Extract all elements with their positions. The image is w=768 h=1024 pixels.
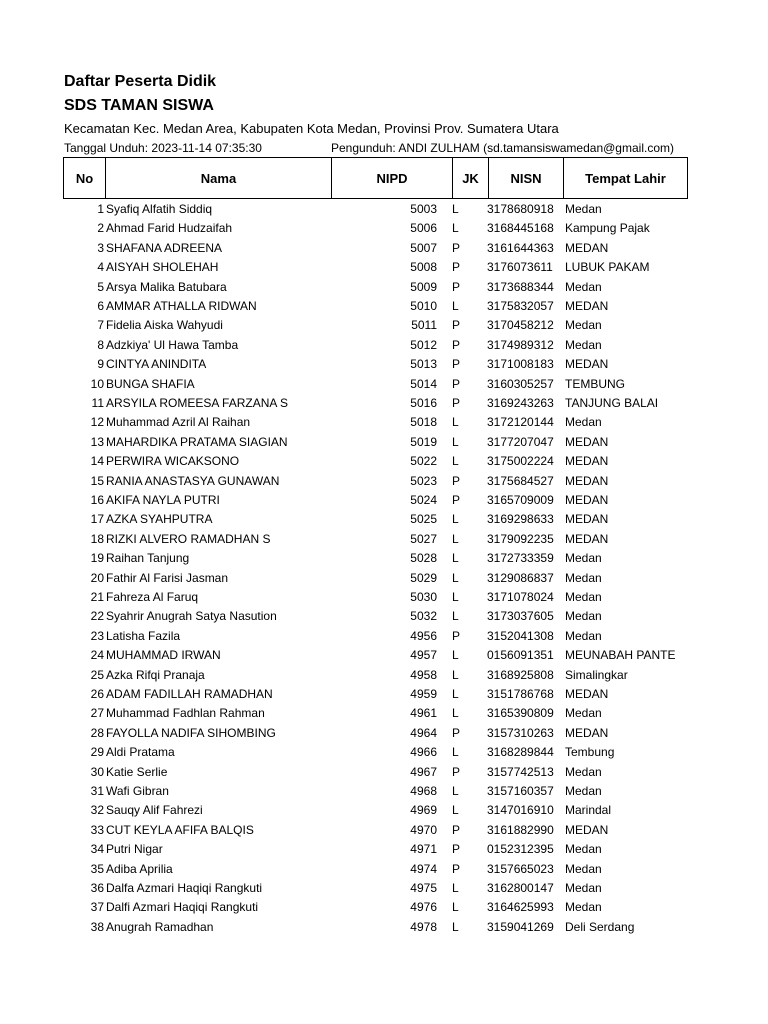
- student-nisn: 3175832057: [487, 299, 554, 313]
- student-name: RIZKI ALVERO RAMADHAN S: [106, 531, 271, 546]
- row-number: 16: [90, 493, 104, 507]
- student-birthplace: Medan: [565, 900, 602, 915]
- student-name: ADAM FADILLAH RAMADHAN: [106, 687, 273, 701]
- student-birthplace: Medan: [565, 784, 602, 798]
- student-name: Dalfa Azmari Haqiqi Rangkuti: [106, 881, 263, 895]
- student-nisn: 3168289844: [487, 745, 554, 760]
- student-nipd: 4971: [410, 842, 437, 857]
- row-number: 22: [90, 609, 104, 624]
- student-name: Putri Nigar: [106, 842, 163, 857]
- student-name: RANIA ANASTASYA GUNAWAN: [106, 473, 280, 488]
- student-birthplace: MEDAN: [565, 822, 609, 837]
- row-number: 2: [97, 221, 104, 236]
- student-gender: P: [452, 861, 461, 876]
- student-gender: P: [452, 822, 461, 837]
- column-header-nisn: NISN: [489, 158, 564, 199]
- student-gender: P: [452, 493, 461, 507]
- student-nisn: 3170458212: [487, 318, 554, 333]
- row-number: 28: [90, 725, 104, 740]
- student-gender: P: [452, 396, 461, 410]
- student-nipd: 5028: [410, 551, 437, 566]
- student-nipd: 5014: [410, 376, 437, 391]
- student-nisn: 3171078024: [487, 590, 554, 604]
- student-nisn: 3176073611: [487, 260, 553, 275]
- student-nisn: 3159041269: [487, 919, 554, 934]
- student-nipd: 4975: [410, 881, 437, 895]
- row-number: 8: [97, 337, 104, 352]
- row-number: 32: [90, 803, 104, 818]
- student-nisn: 3157742513: [487, 764, 554, 779]
- student-nisn: 3172733359: [487, 551, 554, 566]
- student-gender: L: [452, 454, 459, 469]
- student-gender: L: [452, 512, 459, 527]
- student-birthplace: Medan: [565, 337, 602, 352]
- student-birthplace: MEDAN: [565, 357, 609, 372]
- student-nipd: 5010: [410, 299, 437, 313]
- student-nipd: 5016: [410, 396, 437, 410]
- row-number: 13: [90, 434, 104, 449]
- student-name: Syafiq Alfatih Siddiq: [106, 202, 213, 216]
- student-gender: L: [452, 648, 459, 663]
- student-nipd: 5018: [410, 415, 437, 430]
- student-name: MAHARDIKA PRATAMA SIAGIAN: [106, 434, 288, 449]
- student-birthplace: MEDAN: [565, 299, 609, 313]
- student-name: Wafi Gibran: [106, 784, 169, 798]
- student-nipd: 4967: [410, 764, 437, 779]
- row-number: 14: [90, 454, 104, 469]
- student-name: Azka Rifqi Pranaja: [106, 667, 205, 682]
- row-number: 27: [90, 706, 104, 721]
- student-nisn: 3157665023: [487, 861, 554, 876]
- downloader-info: Pengunduh: ANDI ZULHAM (sd.tamansiswamedan@gmail.com): [331, 141, 674, 155]
- student-name: CUT KEYLA AFIFA BALQIS: [106, 822, 254, 837]
- student-name: Dalfi Azmari Haqiqi Rangkuti: [106, 900, 259, 915]
- student-gender: P: [452, 240, 461, 255]
- student-nipd: 5008: [410, 260, 437, 275]
- student-birthplace: MEDAN: [565, 454, 609, 469]
- student-nisn: 3161882990: [487, 822, 554, 837]
- student-gender: P: [452, 725, 461, 740]
- student-nipd: 5011: [411, 318, 437, 333]
- student-birthplace: TANJUNG BALAI: [565, 396, 659, 410]
- row-number: 7: [97, 318, 104, 333]
- row-number: 9: [97, 357, 104, 372]
- student-birthplace: MEUNABAH PANTE: [565, 648, 676, 663]
- student-birthplace: Medan: [565, 318, 602, 333]
- student-nisn: 3168925808: [487, 667, 554, 682]
- row-number: 15: [90, 473, 104, 488]
- student-birthplace: Kampung Pajak: [565, 221, 650, 236]
- student-gender: L: [452, 784, 459, 798]
- student-birthplace: MEDAN: [565, 512, 609, 527]
- student-nisn: 3157160357: [487, 784, 554, 798]
- student-name: Arsya Malika Batubara: [106, 279, 227, 294]
- student-nipd: 5027: [410, 531, 437, 546]
- row-number: 31: [90, 784, 104, 798]
- row-number: 25: [90, 667, 104, 682]
- student-nisn: 3172120144: [487, 415, 554, 430]
- student-birthplace: Medan: [565, 628, 602, 643]
- student-nipd: 4956: [410, 628, 437, 643]
- student-name: AZKA SYAHPUTRA: [106, 512, 213, 527]
- student-gender: L: [452, 590, 459, 604]
- school-location: Kecamatan Kec. Medan Area, Kabupaten Kota Medan, Provinsi Prov. Sumatera Utara: [64, 121, 559, 136]
- student-nipd: 5013: [410, 357, 437, 372]
- student-birthplace: Medan: [565, 570, 602, 585]
- student-birthplace: Medan: [565, 842, 602, 857]
- row-number: 5: [97, 279, 104, 294]
- student-nisn: 3165390809: [487, 706, 554, 721]
- student-name: SHAFANA ADREENA: [106, 240, 223, 255]
- student-nipd: 5012: [410, 337, 437, 352]
- student-nipd: 4959: [410, 687, 437, 701]
- row-number: 3: [97, 240, 104, 255]
- table-header: [63, 157, 688, 199]
- student-nisn: 3173688344: [487, 279, 554, 294]
- column-header-jk: JK: [453, 158, 489, 199]
- student-nipd: 5023: [410, 473, 437, 488]
- student-birthplace: LUBUK PAKAM: [565, 260, 650, 275]
- student-gender: L: [452, 609, 459, 624]
- student-gender: P: [452, 842, 461, 857]
- student-nisn: 3162800147: [487, 881, 554, 895]
- student-name: AISYAH SHOLEHAH: [106, 260, 219, 275]
- student-gender: P: [452, 357, 461, 372]
- row-number: 30: [90, 764, 104, 779]
- student-gender: L: [452, 202, 459, 216]
- student-nipd: 5007: [410, 240, 437, 255]
- column-header-tempat-lahir: Tempat Lahir: [564, 158, 688, 199]
- student-nisn: 3178680918: [487, 202, 554, 216]
- row-number: 11: [91, 396, 104, 410]
- student-nisn: 3168445168: [487, 221, 554, 236]
- student-gender: L: [452, 551, 459, 566]
- student-nisn: 3177207047: [487, 434, 554, 449]
- student-gender: L: [452, 434, 459, 449]
- row-number: 34: [90, 842, 104, 857]
- student-nipd: 4978: [410, 919, 437, 934]
- student-nipd: 4968: [410, 784, 437, 798]
- student-name: MUHAMMAD IRWAN: [106, 648, 221, 663]
- student-birthplace: Medan: [565, 551, 602, 566]
- student-nisn: 3152041308: [487, 628, 554, 643]
- student-gender: L: [452, 900, 459, 915]
- student-gender: L: [452, 745, 459, 760]
- student-gender: L: [452, 919, 459, 934]
- student-nisn: 3171008183: [487, 357, 554, 372]
- student-nipd: 4969: [410, 803, 437, 818]
- student-birthplace: MEDAN: [565, 434, 609, 449]
- row-number: 6: [97, 299, 104, 313]
- student-gender: P: [452, 473, 461, 488]
- student-nipd: 4957: [410, 648, 437, 663]
- column-header-no: No: [64, 158, 106, 199]
- student-birthplace: Tembung: [565, 745, 615, 760]
- student-nisn: 0156091351: [487, 648, 554, 663]
- student-nipd: 4961: [410, 706, 437, 721]
- student-nipd: 5032: [410, 609, 437, 624]
- student-nipd: 4958: [410, 667, 437, 682]
- student-birthplace: Medan: [565, 861, 602, 876]
- student-birthplace: Medan: [565, 590, 602, 604]
- student-nipd: 4964: [410, 725, 437, 740]
- student-name: Fahreza Al Faruq: [106, 590, 199, 604]
- student-name: Latisha Fazila: [106, 628, 181, 643]
- student-nipd: 5019: [410, 434, 437, 449]
- student-gender: P: [452, 260, 461, 275]
- student-birthplace: Medan: [565, 279, 602, 294]
- student-birthplace: MEDAN: [565, 687, 609, 701]
- student-gender: P: [452, 764, 461, 779]
- student-name: FAYOLLA NADIFA SIHOMBING: [106, 725, 276, 740]
- student-nisn: 3147016910: [487, 803, 554, 818]
- student-birthplace: Deli Serdang: [565, 919, 635, 934]
- student-nipd: 5029: [410, 570, 437, 585]
- row-number: 12: [90, 415, 104, 430]
- row-number: 38: [90, 919, 104, 934]
- student-birthplace: Medan: [565, 609, 602, 624]
- document-title: Daftar Peserta Didik: [64, 73, 217, 90]
- student-nipd: 4970: [410, 822, 437, 837]
- student-nipd: 4966: [410, 745, 437, 760]
- download-date: Tanggal Unduh: 2023-11-14 07:35:30: [64, 141, 262, 155]
- school-name: SDS TAMAN SISWA: [64, 97, 214, 114]
- student-name: Muhammad Fadhlan Rahman: [106, 706, 265, 721]
- student-name: ARSYILA ROMEESA FARZANA S: [106, 396, 289, 410]
- student-gender: L: [452, 667, 459, 682]
- student-gender: L: [452, 299, 459, 313]
- student-nisn: 3151786768: [487, 687, 554, 701]
- student-nisn: 3157310263: [487, 725, 554, 740]
- student-nipd: 5024: [410, 493, 437, 507]
- student-gender: P: [452, 337, 461, 352]
- row-number: 19: [90, 551, 104, 566]
- student-name: Fathir Al Farisi Jasman: [106, 570, 229, 585]
- student-nisn: 3160305257: [487, 376, 554, 391]
- student-nisn: 3169243263: [487, 396, 554, 410]
- student-nipd: 5030: [410, 590, 437, 604]
- student-birthplace: MEDAN: [565, 531, 609, 546]
- row-number: 4: [97, 260, 104, 275]
- column-header-nama: Nama: [106, 158, 332, 199]
- student-birthplace: Medan: [565, 764, 602, 779]
- student-nisn: 3174989312: [487, 337, 554, 352]
- student-nisn: 3161644363: [487, 240, 554, 255]
- row-number: 23: [90, 628, 104, 643]
- student-name: Aldi Pratama: [106, 745, 175, 760]
- student-nisn: 3129086837: [487, 570, 554, 585]
- student-gender: L: [452, 881, 459, 895]
- student-birthplace: MEDAN: [565, 493, 609, 507]
- row-number: 18: [90, 531, 104, 546]
- row-number: 26: [90, 687, 104, 701]
- student-birthplace: MEDAN: [565, 725, 609, 740]
- student-name: PERWIRA WICAKSONO: [106, 454, 240, 469]
- student-nisn: 3175684527: [487, 473, 554, 488]
- row-number: 10: [90, 376, 104, 391]
- student-name: Syahrir Anugrah Satya Nasution: [106, 609, 277, 624]
- student-gender: P: [452, 376, 461, 391]
- student-name: AKIFA NAYLA PUTRI: [106, 493, 220, 507]
- student-birthplace: MEDAN: [565, 473, 609, 488]
- student-name: Katie Serlie: [106, 764, 168, 779]
- column-header-nipd: NIPD: [332, 158, 453, 199]
- student-birthplace: Simalingkar: [565, 667, 628, 682]
- row-number: 37: [90, 900, 104, 915]
- student-name: Muhammad Azril Al Raihan: [106, 415, 251, 430]
- student-gender: P: [452, 318, 461, 333]
- student-name: Raihan Tanjung: [106, 551, 190, 566]
- row-number: 33: [90, 822, 104, 837]
- student-name: Sauqy Alif Fahrezi: [106, 803, 203, 818]
- student-gender: L: [452, 706, 459, 721]
- row-number: 1: [97, 202, 104, 216]
- student-nipd: 5009: [410, 279, 437, 294]
- student-gender: P: [452, 279, 461, 294]
- student-nisn: 3173037605: [487, 609, 554, 624]
- student-gender: L: [452, 687, 459, 701]
- student-nipd: 5003: [410, 202, 437, 216]
- student-birthplace: MEDAN: [565, 240, 609, 255]
- student-gender: L: [452, 803, 459, 818]
- student-gender: L: [452, 570, 459, 585]
- student-birthplace: Medan: [565, 881, 602, 895]
- student-birthplace: Medan: [565, 202, 602, 216]
- row-number: 20: [90, 570, 104, 585]
- student-nipd: 4976: [410, 900, 437, 915]
- student-birthplace: TEMBUNG: [565, 376, 625, 391]
- row-number: 21: [90, 590, 104, 604]
- student-nisn: 0152312395: [487, 842, 554, 857]
- row-number: 29: [90, 745, 104, 760]
- student-birthplace: Medan: [565, 706, 602, 721]
- student-gender: P: [452, 628, 461, 643]
- student-gender: L: [452, 221, 459, 236]
- row-number: 24: [90, 648, 104, 663]
- student-nisn: 3165709009: [487, 493, 554, 507]
- student-name: Adzkiya' Ul Hawa Tamba: [106, 337, 239, 352]
- student-gender: L: [452, 415, 459, 430]
- student-nipd: 5022: [410, 454, 437, 469]
- student-name: Anugrah Ramadhan: [106, 919, 214, 934]
- student-name: CINTYA ANINDITA: [106, 357, 207, 372]
- student-name: AMMAR ATHALLA RIDWAN: [106, 299, 257, 313]
- student-gender: L: [452, 531, 459, 546]
- student-nisn: 3175002224: [487, 454, 554, 469]
- student-nipd: 5025: [410, 512, 437, 527]
- student-birthplace: Marindal: [565, 803, 612, 818]
- student-nisn: 3169298633: [487, 512, 554, 527]
- student-name: BUNGA SHAFIA: [106, 376, 195, 391]
- student-nipd: 5006: [410, 221, 437, 236]
- row-number: 35: [90, 861, 104, 876]
- row-number: 36: [90, 881, 104, 895]
- student-birthplace: Medan: [565, 415, 602, 430]
- row-number: 17: [90, 512, 104, 527]
- student-nipd: 4974: [410, 861, 437, 876]
- student-name: Adiba Aprilia: [106, 861, 173, 876]
- student-name: Ahmad Farid Hudzaifah: [106, 221, 233, 236]
- student-nisn: 3179092235: [487, 531, 554, 546]
- student-name: Fidelia Aiska Wahyudi: [106, 318, 223, 333]
- student-nisn: 3164625993: [487, 900, 554, 915]
